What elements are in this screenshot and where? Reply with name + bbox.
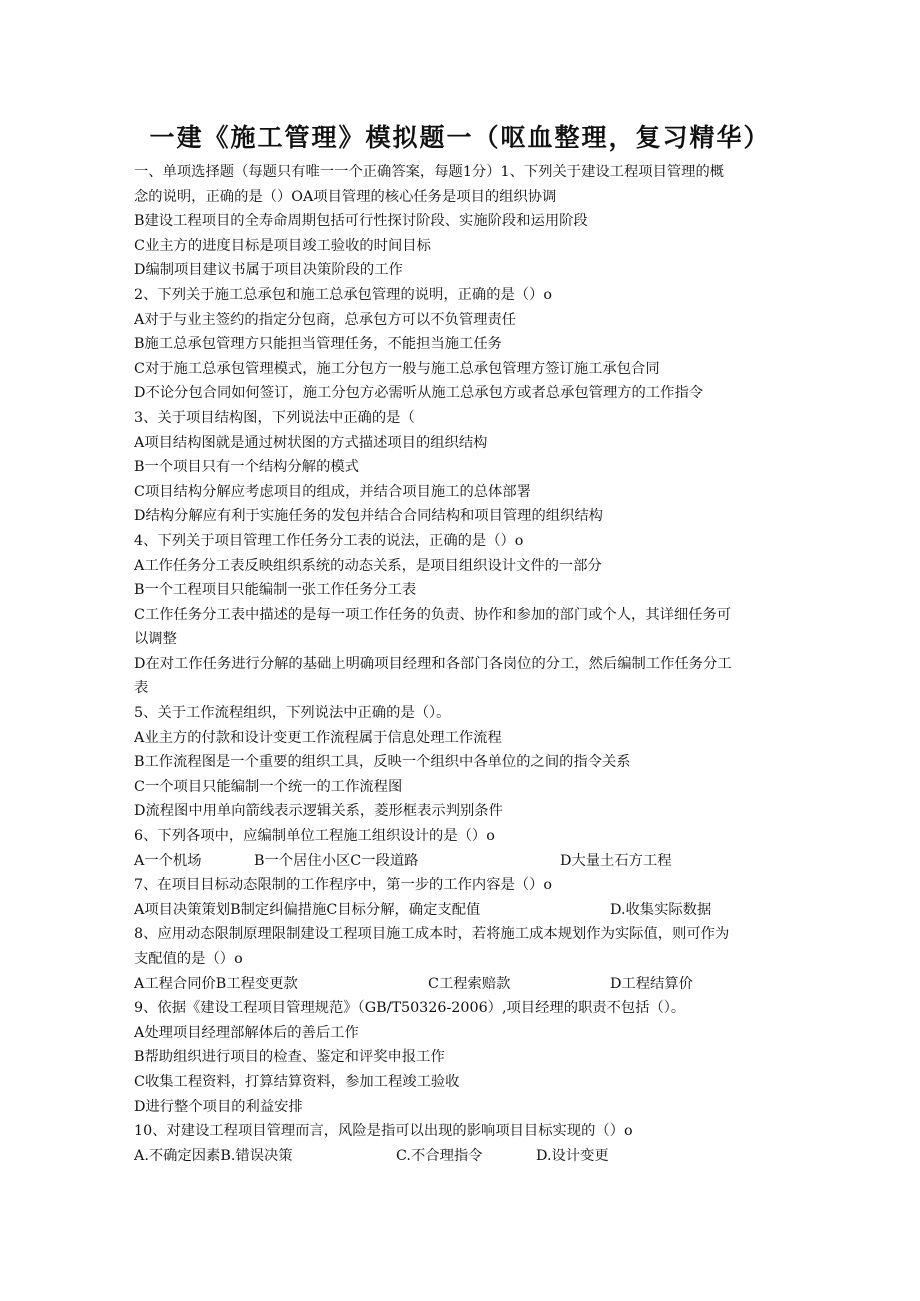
text-line: A工作任务分工表反映组织系统的动态关系，是项目组织设计文件的一部分: [134, 557, 602, 574]
text-line: C对于施工总承包管理模式，施工分包方一般与施工总承包管理方签订施工承包合同: [134, 360, 660, 377]
q6-options: [134, 849, 784, 874]
text-line: D结构分解应有利于实施任务的发包并结合合同结构和项目管理的组织结构: [134, 508, 603, 525]
text-line: D编制项目建议书属于项目决策阶段的工作: [134, 262, 403, 279]
text-line: 一、单项选择题（每题只有唯一一个正确答案，每题1分）1、下列关于建设工程项目管理的概: [134, 164, 725, 180]
text-line: 5、关于工作流程组织，下列说法中正确的是（）。: [134, 705, 451, 722]
q8-stem-line: 8、应用动态限制原理限制建设工程项目施工成本时，若将施工成本规划作为实际值，则可作为: [134, 926, 730, 943]
q10-option-c: C.不合理指令: [396, 1147, 483, 1164]
q6-option-d: D大量土石方工程: [560, 852, 672, 869]
q7-option-abc: A项目决策策划B制定纠偏措施C目标分解，确定支配值: [134, 901, 481, 918]
text-line: C业主方的进度目标是项目竣工验收的时间目标: [134, 237, 431, 254]
q6-option-bc: B一个居住小区C一段道路: [254, 852, 419, 869]
text-line: B施工总承包管理方只能担当管理任务，不能担当施工任务: [134, 336, 502, 353]
text-line: 4、下列关于项目管理工作任务分工表的说法，正确的是（）o: [134, 532, 524, 549]
q10-option-d: D.设计变更: [536, 1147, 609, 1164]
q10-option-ab: A.不确定因素B.错误决策: [134, 1147, 293, 1164]
text-line: B建设工程项目的全寿命周期包括可行性探讨阶段、实施阶段和运用阶段: [134, 213, 588, 230]
text-line: A对于与业主签约的指定分包商，总承包方可以不负管理责任: [134, 311, 517, 328]
document-body: [134, 160, 784, 1168]
q7-stem: 7、在项目目标动态限制的工作程序中，第一步的工作内容是（）o: [134, 877, 553, 894]
text-line: B工作流程图是一个重要的组织工具，反映一个组织中各单位的之间的指令关系: [134, 754, 631, 771]
text-line: D不论分包合同如何签订，施工分包方必需听从施工总承包方或者总承包管理方的工作指令: [134, 385, 704, 402]
q6-option-a: A一个机场: [134, 852, 202, 869]
q9-line: C收集工程资料，打算结算资料，参加工程竣工验收: [134, 1073, 460, 1090]
text-line: 2、下列关于施工总承包和施工总承包管理的说明，正确的是（）o: [134, 286, 553, 303]
q10-stem: 10、对建设工程项目管理而言，风险是指可以出现的影响项目目标实现的（）o: [134, 1123, 633, 1140]
text-line: B一个工程项目只能编制一张工作任务分工表: [134, 582, 417, 599]
q7-options: [134, 898, 784, 923]
text-line: A业主方的付款和设计变更工作流程属于信息处理工作流程: [134, 729, 502, 746]
q8-options: [134, 972, 784, 997]
text-line: 6、下列各项中，应编制单位工程施工组织设计的是（）o: [134, 828, 495, 845]
text-line: D在对工作任务进行分解的基础上明确项目经理和各部门各岗位的分工，然后编制工作任务分工: [134, 655, 732, 672]
q7-option-d: D.收集实际数据: [610, 901, 712, 918]
document-title: 一建《施工管理》模拟题一（呕血整理，复习精华）: [149, 123, 771, 152]
q8-option-ab: A工程合同价B工程变更款: [134, 975, 298, 992]
text-line: A项目结构图就是通过树状图的方式描述项目的组织结构: [134, 434, 488, 451]
q9-line: D进行整个项目的利益安排: [134, 1098, 303, 1115]
text-line: C项目结构分解应考虑项目的组成，并结合项目施工的总体部署: [134, 483, 531, 500]
text-line: D流程图中用单向箭线表示逻辑关系，菱形框表示判别条件: [134, 803, 503, 820]
text-line: 3、关于项目结构图，下列说法中正确的是（: [134, 409, 415, 426]
q9-line: B帮助组织进行项目的检查、鉴定和评奖申报工作: [134, 1049, 445, 1066]
q8-option-d: D工程结算价: [610, 975, 693, 992]
text-line: 以调整: [134, 631, 177, 648]
q9-line: 9、依据《建设工程项目管理规范》（GB/T50326-2006）,项目经理的职责不包括（）。: [134, 1000, 686, 1017]
q8-option-c: C工程索赔款: [428, 975, 511, 992]
q8-stem-line: 支配值的是（）o: [134, 951, 243, 967]
q10-options: [134, 1144, 784, 1169]
text-line: 表: [134, 680, 149, 697]
text-line: C一个项目只能编制一个统一的工作流程图: [134, 778, 403, 795]
q9-line: A处理项目经理部解体后的善后工作: [134, 1024, 359, 1041]
text-line: B一个项目只有一个结构分解的模式: [134, 459, 359, 476]
text-line: C工作任务分工表中描述的是每一项工作任务的负责、协作和参加的部门或个人，其详细任务可: [134, 606, 732, 623]
text-line: 念的说明，正确的是（）OA项目管理的核心任务是项目的组织协调: [134, 188, 557, 205]
